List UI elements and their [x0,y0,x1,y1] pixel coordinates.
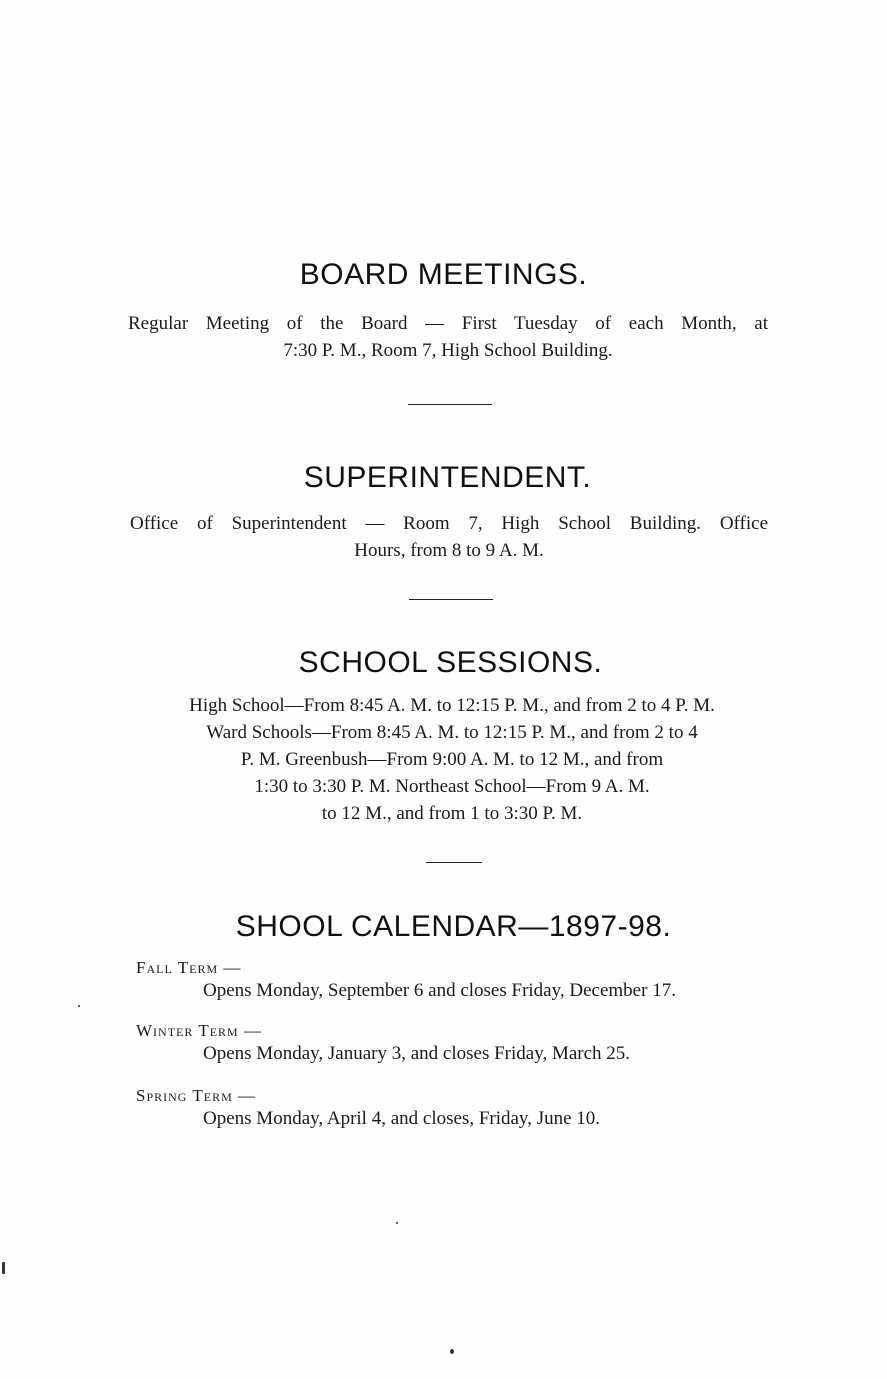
superintendent-heading: SUPERINTENDENT. [303,461,592,494]
board-meetings-line-1: Regular Meeting of the Board — First Tuesday of each Month, at [128,313,768,334]
school-sessions-line-1: High School—From 8:45 A. M. to 12:15 P. M., and from 2 to 4 P. M. [189,695,715,716]
superintendent-paragraph [130,510,768,564]
board-meetings-paragraph [128,310,768,364]
board-meetings-heading: BOARD MEETINGS. [299,258,588,291]
school-sessions-line-4: 1:30 to 3:30 P. M. Northeast School—From 9 A. M. [254,776,650,797]
fall-term-text: Opens Monday, September 6 and closes Friday, December 17. [203,980,676,1001]
section-divider-2 [409,599,493,600]
fall-term-label: Fall Term — [136,958,242,977]
spring-term-label: Spring Term — [136,1086,257,1105]
section-divider-3 [426,862,482,863]
scan-speck [2,1262,5,1274]
calendar-heading: SHOOL CALENDAR—1897-98. [235,910,672,943]
school-sessions-paragraph [128,692,776,827]
scan-speck [450,1349,454,1354]
superintendent-line-1: Office of Superintendent — Room 7, High School Building. Office [130,513,768,534]
scan-speck [396,1222,398,1224]
school-sessions-line-2: Ward Schools—From 8:45 A. M. to 12:15 P. M., and from 2 to 4 [206,722,698,743]
board-meetings-line-2: 7:30 P. M., Room 7, High School Building. [283,340,613,361]
winter-term-label: Winter Term — [136,1021,262,1040]
school-sessions-heading: SCHOOL SESSIONS. [298,646,603,679]
school-sessions-line-3: P. M. Greenbush—From 9:00 A. M. to 12 M., and from [240,749,664,770]
section-divider-1 [408,404,492,405]
spring-term-text: Opens Monday, April 4, and closes, Friday, June 10. [203,1108,601,1129]
winter-term-text: Opens Monday, January 3, and closes Friday, March 25. [203,1043,631,1064]
superintendent-line-2: Hours, from 8 to 9 A. M. [354,540,544,561]
scan-speck [78,1005,80,1007]
school-sessions-line-5: to 12 M., and from 1 to 3:30 P. M. [321,803,583,824]
